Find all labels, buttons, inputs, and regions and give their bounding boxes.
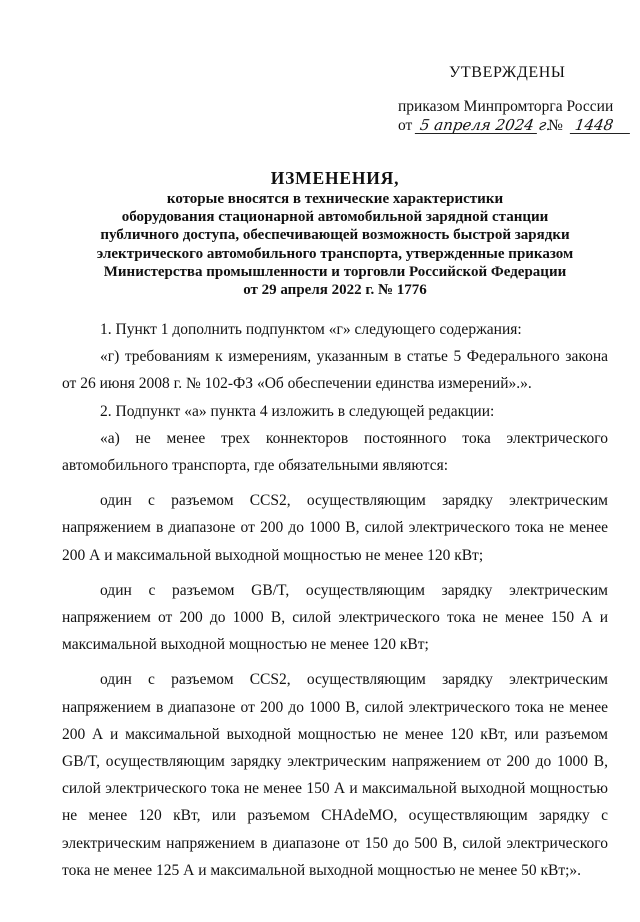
paragraph: «а) не менее трех коннекторов постоянного тока электрического автомобильного транспорта, где обязательными являются: <box>62 429 608 475</box>
order-date-number <box>398 117 631 135</box>
heading-line: от 29 апреля 2022 г. № 1776 <box>243 282 427 299</box>
paragraph: один с разъемом CCS2, осуществляющим зарядку электрическим напряжением в диапазоне от 200 до 1000 В, силой электрического тока не менее 200 А и максимальной выходной мощностью не менее 120 кВт; <box>62 492 608 564</box>
approval-stamp-title: УТВЕРЖДЕНЫ <box>449 64 566 81</box>
paragraph: один с разъемом GB/T, осуществляющим зарядку электрическим напряжением от 200 до 1000 В, силой электрического тока не менее 150 А и максимальной выходной мощностью не менее 120 кВт; <box>62 581 608 654</box>
heading-line: оборудования стационарной автомобильной зарядной станции <box>121 209 549 226</box>
handwritten-number: 1448 <box>570 117 632 134</box>
heading-line: Министерства промышленности и торговли Российской Федерации <box>103 263 567 280</box>
from-prefix: от <box>398 117 413 134</box>
heading-line: которые вносятся в технические характеристики <box>166 191 504 207</box>
heading-line: электрического автомобильного транспорта, утвержденные приказом <box>96 245 574 262</box>
document-body <box>62 316 608 884</box>
paragraph: «г) требованиям к измерениям, указанным в статье 5 Федерального закона от 26 июня 2008 г. № 102-ФЗ «Об обеспечении единства измерений».». <box>62 348 608 393</box>
heading-title: ИЗМЕНЕНИЯ, <box>270 168 400 188</box>
paragraph: один с разъемом CCS2, осуществляющим зарядку электрическим напряжением в диапазоне от 200 до 1000 В, силой электрического тока не менее 200 А и максимальной выходной мощностью не менее 120 кВт, или разъемом GB/T, осуществляющим зарядку электрическим напряжением от 200 до 1000 В, силой электрического тока не менее 150 А и максимальной выходной мощностью не менее 120 кВт, или разъемом CHAdeMO, осуществляющим зарядку с электрическим напряжением в диапазоне от 150 до 500 В, силой электрического тока не менее 125 А и максимальной выходной мощностью не менее 50 кВт;». <box>62 671 608 879</box>
handwritten-date: 5 апреля 2024 г. <box>415 117 539 134</box>
paragraph: 2. Подпункт «а» пункта 4 изложить в следующей редакции: <box>100 402 495 420</box>
order-reference: приказом Минпромторга России <box>398 98 614 115</box>
document-heading <box>62 168 608 299</box>
number-sign: № <box>548 117 563 134</box>
heading-line: публичного доступа, обеспечивающей возможность быстрой зарядки <box>100 227 570 244</box>
paragraph: 1. Пункт 1 дополнить подпунктом «г» следующего содержания: <box>100 321 522 338</box>
